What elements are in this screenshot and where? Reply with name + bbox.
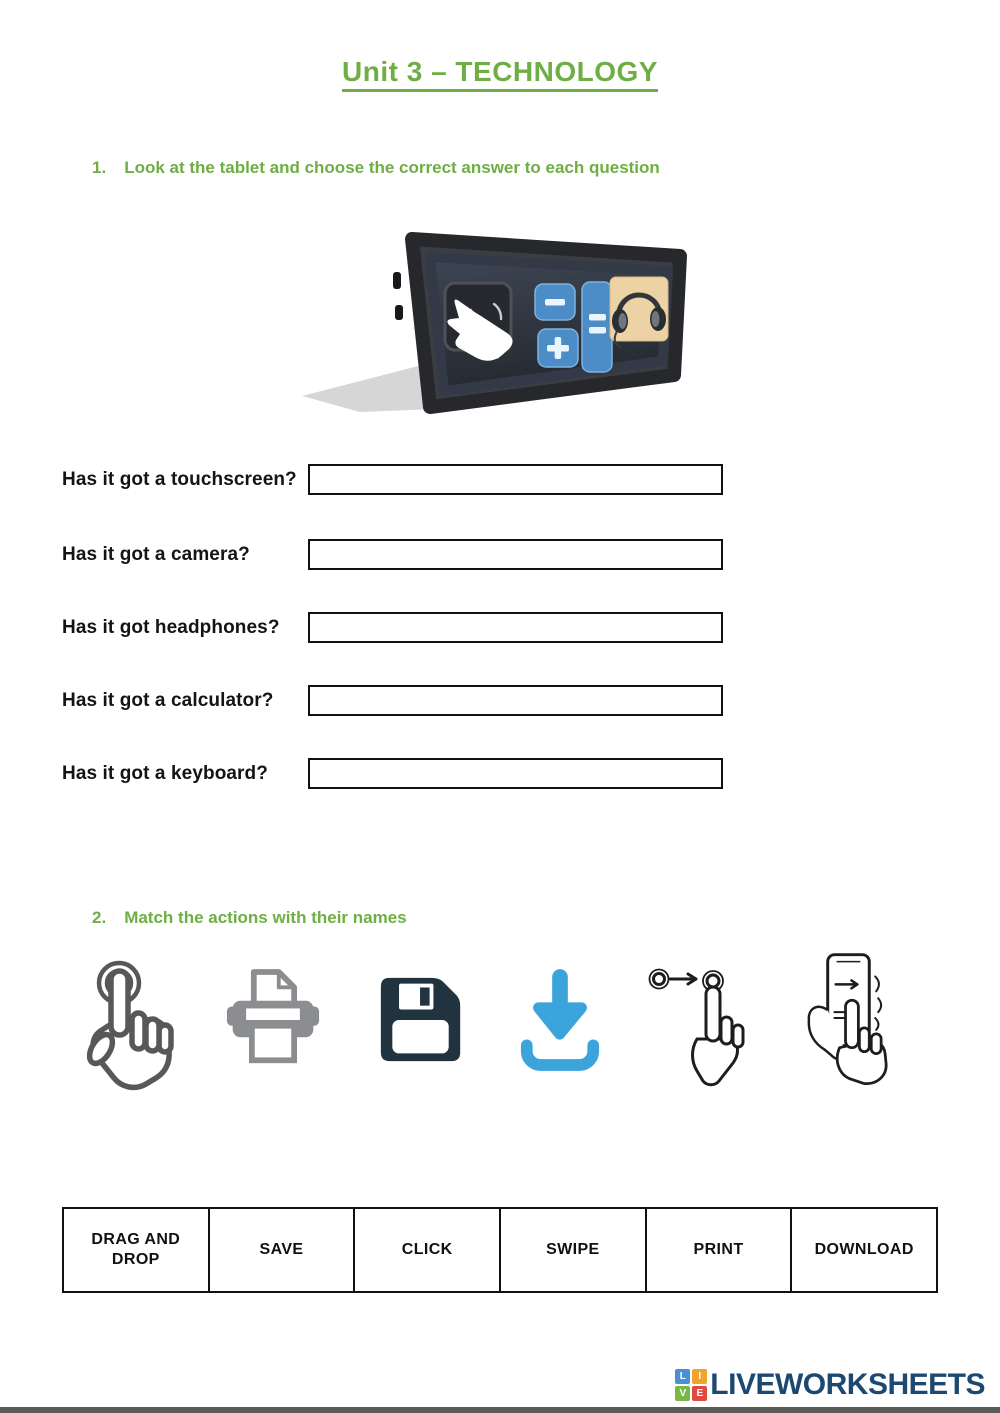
section2-heading bbox=[92, 908, 407, 928]
logo-tile: E bbox=[692, 1386, 707, 1401]
answer-input[interactable] bbox=[308, 758, 723, 789]
answer-word-cell[interactable] bbox=[355, 1209, 501, 1291]
answer-word-cell[interactable] bbox=[792, 1209, 936, 1291]
drag-and-drop-icon[interactable] bbox=[645, 953, 749, 1090]
click-icon[interactable] bbox=[78, 956, 180, 1093]
section2-heading-text: Match the actions with their names bbox=[124, 908, 407, 927]
answer-input[interactable] bbox=[308, 539, 723, 570]
logo-tile: L bbox=[675, 1369, 690, 1384]
swipe-icon[interactable] bbox=[800, 950, 894, 1090]
question-list bbox=[62, 462, 762, 829]
question-row bbox=[62, 683, 762, 718]
liveworksheets-tiles-icon bbox=[675, 1369, 707, 1401]
question-label: Has it got a camera? bbox=[62, 543, 250, 565]
question-label: Has it got a keyboard? bbox=[62, 762, 268, 784]
logo-tile: I bbox=[692, 1369, 707, 1384]
download-icon[interactable] bbox=[517, 966, 603, 1074]
answer-input[interactable] bbox=[308, 464, 723, 495]
question-row bbox=[62, 610, 762, 645]
answer-input[interactable] bbox=[308, 685, 723, 716]
answer-input[interactable] bbox=[308, 612, 723, 643]
question-label: Has it got a calculator? bbox=[62, 689, 274, 711]
section1-heading bbox=[92, 158, 660, 178]
question-label: Has it got a touchscreen? bbox=[62, 468, 297, 490]
print-icon[interactable] bbox=[225, 966, 321, 1072]
tablet-image bbox=[290, 215, 710, 425]
save-icon[interactable] bbox=[378, 972, 464, 1067]
answer-word-cell[interactable] bbox=[647, 1209, 793, 1291]
page-title: Unit 3 – TECHNOLOGY bbox=[0, 56, 1000, 92]
liveworksheets-logo[interactable] bbox=[675, 1368, 985, 1402]
answer-word: SWIPE bbox=[546, 1241, 600, 1258]
tablet-illustration bbox=[290, 215, 710, 425]
section1-number: 1. bbox=[92, 158, 107, 177]
answers-table bbox=[62, 1207, 938, 1293]
answer-word-cell[interactable] bbox=[210, 1209, 356, 1291]
question-row bbox=[62, 537, 762, 572]
section2-number: 2. bbox=[92, 908, 107, 927]
touchscreen-gesture-icon bbox=[445, 283, 513, 361]
answer-word-cell[interactable] bbox=[501, 1209, 647, 1291]
answer-word: DOWNLOAD bbox=[814, 1241, 914, 1258]
question-row bbox=[62, 756, 762, 791]
liveworksheets-wordmark: LIVEWORKSHEETS bbox=[710, 1368, 985, 1401]
answer-word: SAVE bbox=[259, 1241, 304, 1258]
question-label: Has it got headphones? bbox=[62, 616, 280, 638]
answer-word: DRAG AND DROP bbox=[91, 1231, 181, 1268]
headphones-icon bbox=[610, 277, 668, 347]
logo-tile: V bbox=[675, 1386, 690, 1401]
answer-word: PRINT bbox=[693, 1241, 744, 1258]
page-bottom-strip bbox=[0, 1407, 1000, 1413]
answer-word-cell[interactable] bbox=[64, 1209, 210, 1291]
section1-heading-text: Look at the tablet and choose the correct answer to each question bbox=[124, 158, 660, 177]
question-row bbox=[62, 462, 762, 497]
answer-word: CLICK bbox=[401, 1241, 453, 1258]
